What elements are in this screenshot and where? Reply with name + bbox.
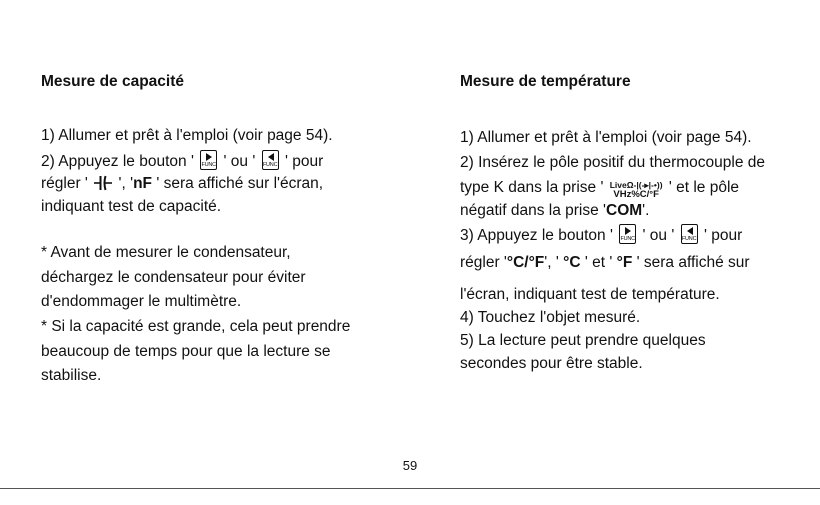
footer-divider bbox=[0, 488, 820, 489]
temp-step-4: 4) Touchez l'objet mesuré. bbox=[460, 309, 641, 326]
page-number: 59 bbox=[402, 458, 418, 473]
temp-step-1: 1) Allumer et prêt à l'emploi (voir page 54). bbox=[460, 129, 752, 146]
cap-note-1: * Avant de mesurer le condensateur, bbox=[41, 244, 291, 261]
temp-step-3: 3) Appuyez le bouton ' FUNC ' ou ' FUNC ' pour bbox=[460, 224, 742, 246]
cap-step-2: 2) Appuyez le bouton ' FUNC ' ou ' FUNC ' pour bbox=[41, 150, 323, 172]
temp-step-2-cont: type K dans la prise ' LiveΩ-|(-▸|-•)) VHz%C/°F ' et le pôle bbox=[460, 179, 740, 200]
cap-note-4: * Si la capacité est grande, cela peut prendre bbox=[41, 318, 351, 335]
live-jack-label-icon: LiveΩ-|(-▸|-•)) VHz%C/°F bbox=[609, 180, 663, 200]
cap-step-2-cont: régler ' ', 'nF ' sera affiché sur l'écran, bbox=[41, 175, 324, 192]
temperature-heading: Mesure de température bbox=[460, 73, 631, 90]
cap-note-3: d'endommager le multimètre. bbox=[41, 293, 242, 310]
temp-step-5-cont: secondes pour être stable. bbox=[460, 355, 643, 372]
func-right-button-icon: FUNC bbox=[200, 150, 217, 170]
cap-step-2-end: indiquant test de capacité. bbox=[41, 198, 222, 215]
cap-note-6: stabilise. bbox=[41, 367, 102, 384]
temp-step-2: 2) Insérez le pôle positif du thermocouple de bbox=[460, 154, 766, 171]
func-right-button-icon: FUNC bbox=[619, 224, 636, 244]
cap-note-2: déchargez le condensateur pour éviter bbox=[41, 269, 306, 286]
temp-step-3-end: l'écran, indiquant test de température. bbox=[460, 286, 720, 303]
cap-step-1: 1) Allumer et prêt à l'emploi (voir page 54). bbox=[41, 127, 333, 144]
func-left-button-icon: FUNC bbox=[262, 150, 279, 170]
temp-step-3-cont: régler '°C/°F', ' °C ' et ' °F ' sera affiché sur bbox=[460, 254, 750, 271]
cap-note-5: beaucoup de temps pour que la lecture se bbox=[41, 343, 331, 360]
temp-step-2-end: négatif dans la prise 'COM'. bbox=[460, 202, 650, 219]
capacitance-heading: Mesure de capacité bbox=[41, 73, 185, 90]
temp-step-5: 5) La lecture peut prendre quelques bbox=[460, 332, 706, 349]
capacitor-icon bbox=[94, 175, 112, 191]
func-left-button-icon: FUNC bbox=[681, 224, 698, 244]
